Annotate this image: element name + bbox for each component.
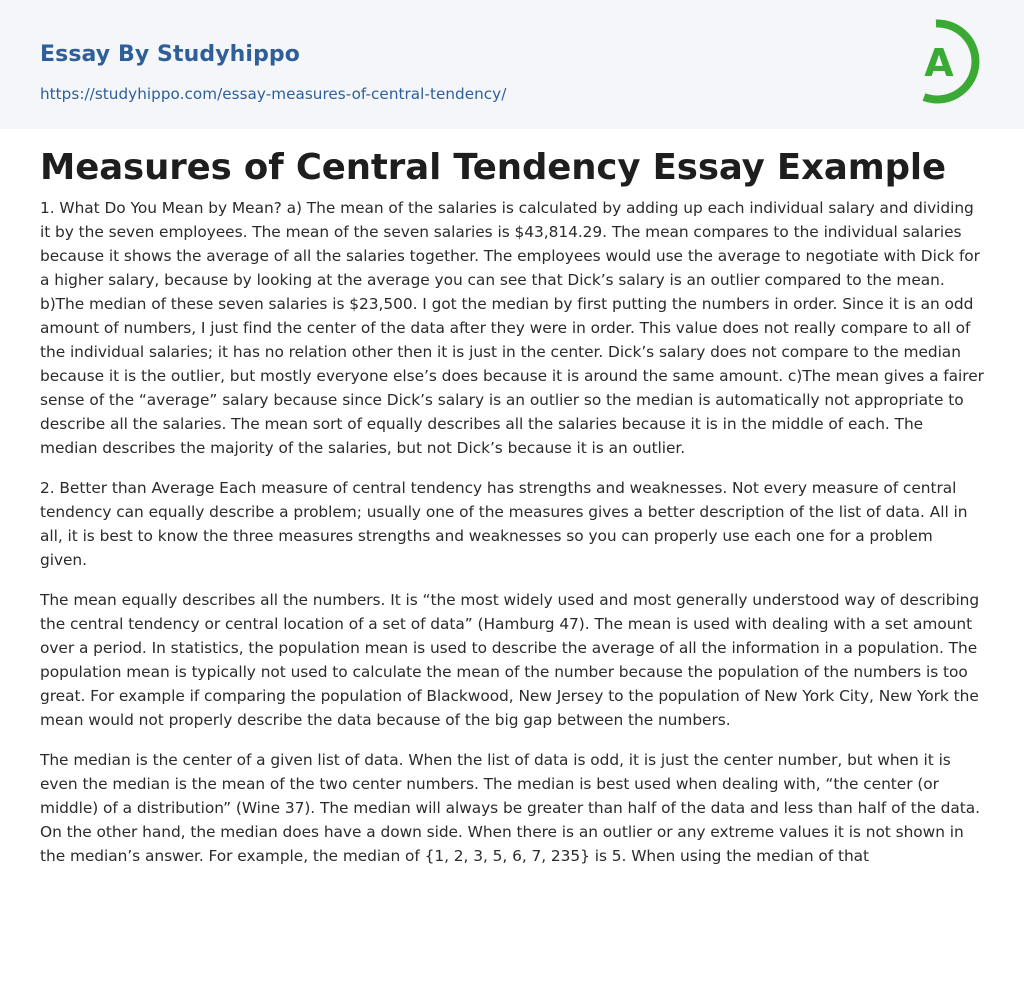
site-title[interactable]: Essay By Studyhippo xyxy=(40,42,300,67)
article-paragraph: 1. What Do You Mean by Mean? a) The mean of the salaries is calculated by adding up each individual salary and dividing it by the seven employees. The mean of the seven salaries is $43,814.29. The mean compares to the individual salaries because it shows the average of all the salaries together. The employees would use the average to negotiate with Dick for a higher salary, because by looking at the average you can see that Dick’s salary is an outlier compared to the mean. b)The median of these seven salaries is $23,500. I got the median by first putting the numbers in order. Since it is an odd amount of numbers, I just find the center of the data after they were in order. This value does not really compare to all of the individual salaries; it has no relation other then it is just in the center. Dick’s salary does not compare to the median because it is the outlier, but mostly everyone else’s does because it is around the same amount. c)The mean gives a fairer sense of the “average” salary because since Dick’s salary is an outlier so the median is automatically not appropriate to describe all the salaries. The mean sort of equally describes all the salaries because it is in the middle of each. The median describes the majority of the salaries, but not Dick’s because it is an outlier. xyxy=(40,199,984,457)
logo-icon[interactable] xyxy=(906,19,986,105)
source-url-link[interactable]: https://studyhippo.com/essay-measures-of-central-tendency/ xyxy=(40,85,507,103)
logo-letter: A xyxy=(924,41,954,85)
article-paragraph: 2. Better than Average Each measure of central tendency has strengths and weaknesses. Not every measure of central tendency can equally describe a problem; usually one of the measures gives a better description of the list of data. All in all, it is best to know the three measures strengths and weaknesses so you can properly use each one for a problem given. xyxy=(40,479,968,569)
article xyxy=(40,144,984,884)
article-paragraph: The median is the center of a given list of data. When the list of data is odd, it is just the center number, but when it is even the median is the mean of the two center numbers. The median is best used when dealing with, “the center (or middle) of a distribution” (Wine 37). The median will always be greater than half of the data and less than half of the data. On the other hand, the median does have a down side. When there is an outlier or any extreme values it is not shown in the median’s answer. For example, the median of {1, 2, 3, 5, 6, 7, 235} is 5. When using the median of that xyxy=(40,751,980,865)
article-paragraph: The mean equally describes all the numbers. It is “the most widely used and most generally understood way of describing the central tendency or central location of a set of data” (Hamburg 47). The mean is used with dealing with a set amount over a period. In statistics, the population mean is used to describe the average of all the information in a population. The population mean is typically not used to calculate the mean of the number because the population of the numbers is too great. For example if comparing the population of Blackwood, New Jersey to the population of New York City, New York the mean would not properly describe the data because of the big gap between the numbers. xyxy=(40,591,980,729)
article-title: Measures of Central Tendency Essay Example xyxy=(40,147,946,188)
site-header xyxy=(0,0,1024,129)
